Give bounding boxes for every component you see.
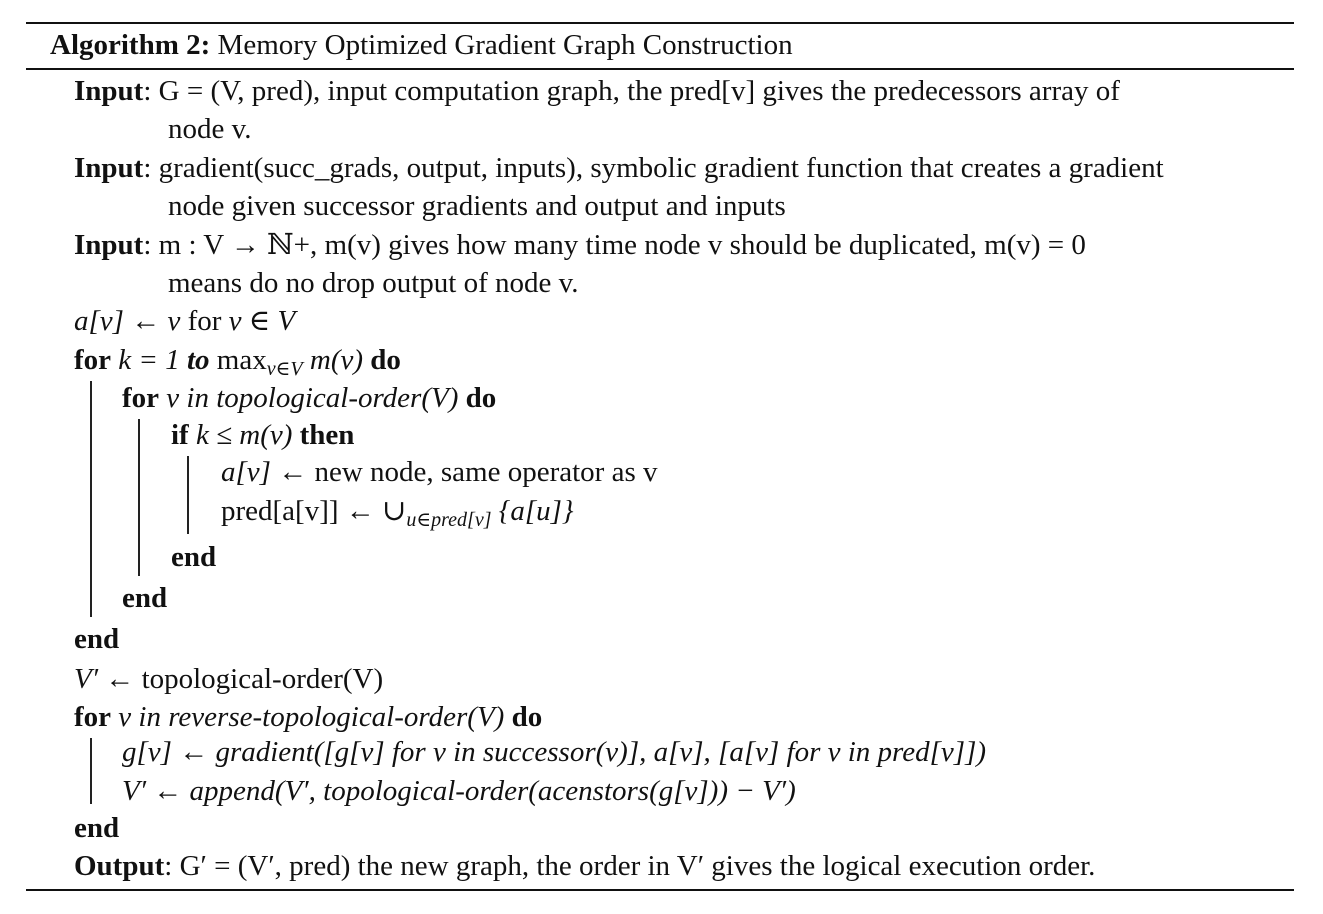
- input-3-cont: means do no drop output of node v.: [168, 267, 579, 299]
- input-3: Input: m : V → ℕ+, m(v) gives how many time node v should be duplicated, m(v) = 0: [74, 229, 1086, 261]
- input-1: Input: G = (V, pred), input computation graph, the pred[v] gives the predecessors array of: [74, 75, 1120, 107]
- inner-for-header: for v in topological-order(V) do: [122, 382, 497, 414]
- if-bar: [187, 456, 189, 534]
- inner-loop-bar: [138, 419, 140, 576]
- init-statement: a[v] ← v for v ∈ V: [74, 305, 296, 337]
- inner-for-end: end: [122, 582, 168, 614]
- if-end: end: [171, 541, 217, 573]
- reverse-for-end: end: [74, 812, 120, 844]
- reverse-for-header: for v in reverse-topological-order(V) do: [74, 701, 543, 733]
- append-statement: V′ ← append(V′, topological-order(acenstors(g[v])) − V′): [122, 775, 796, 807]
- algorithm-title: [50, 28, 793, 62]
- if-header: if k ≤ m(v) then: [171, 419, 355, 451]
- input-2-text: gradient(succ_grads, output, inputs), symbolic gradient function that creates a gradient: [158, 152, 1164, 184]
- top-rule: [26, 22, 1294, 24]
- input-2-cont: node given successor gradients and output and inputs: [168, 190, 786, 222]
- input-label: Input: [74, 75, 144, 107]
- outer-loop-bar: [90, 381, 92, 617]
- order-assignment: V′ ← topological-order(V): [74, 663, 384, 695]
- outer-for-end: end: [74, 623, 120, 655]
- output-line: Output: G′ = (V′, pred) the new graph, the order in V′ gives the logical execution order.: [74, 850, 1096, 882]
- gradient-statement: g[v] ← gradient([g[v] for v in successor(v)], a[v], [a[v] for v in pred[v]]): [122, 736, 987, 768]
- output-label: Output: [74, 850, 165, 882]
- input-3-text: m : V → ℕ+, m(v) gives how many time node v should be duplicated, m(v) = 0: [158, 229, 1086, 261]
- new-node-statement: a[v] ← new node, same operator as v: [221, 456, 658, 488]
- reverse-loop-bar: [90, 738, 92, 804]
- outer-for-header: for k = 1 to $\max_{v\in V} m(v)$ do: [74, 344, 401, 380]
- input-label: Input: [74, 152, 144, 184]
- input-1-text: G = (V, pred), input computation graph, the pred[v] gives the predecessors array of: [158, 75, 1120, 107]
- input-label: Input: [74, 229, 144, 261]
- input-1-cont: node v.: [168, 113, 252, 145]
- input-2: Input: gradient(succ_grads, output, inputs), symbolic gradient function that creates a gradient: [74, 152, 1164, 184]
- bottom-rule: [26, 889, 1294, 891]
- pred-statement: pred[a[v]] ← $\cup_{u\in pred[v]}$ {a[u]}: [221, 495, 574, 531]
- title-rule: [26, 68, 1294, 70]
- algorithm-label: Algorithm 2:: [50, 29, 211, 61]
- output-text: G′ = (V′, pred) the new graph, the order in V′ gives the logical execution order.: [179, 850, 1096, 882]
- algorithm-name: Memory Optimized Gradient Graph Construction: [217, 29, 793, 61]
